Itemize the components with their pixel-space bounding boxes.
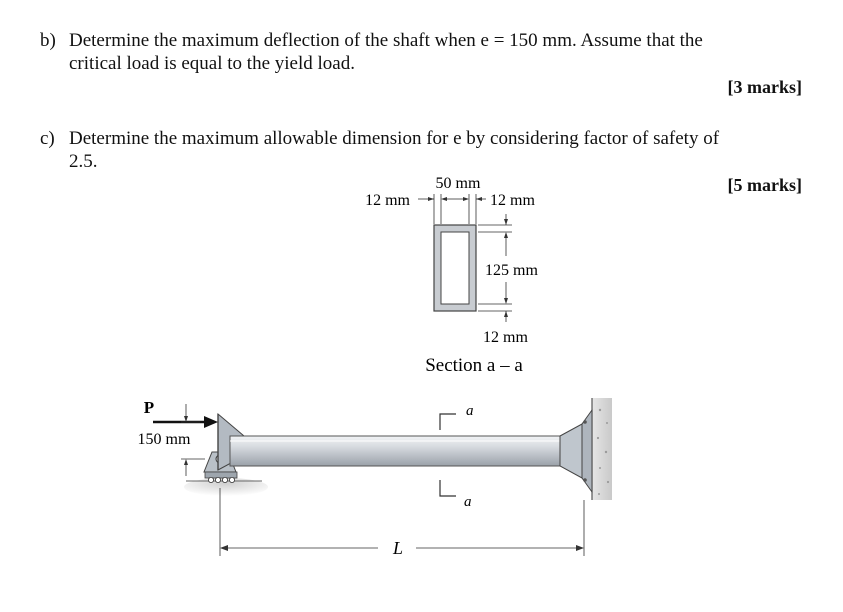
beam-elevation [138,398,612,558]
section-inner-hollow [441,232,469,304]
cross-section [365,175,538,376]
question-c-marks: [5 marks] [727,175,802,195]
question-c-line1: Determine the maximum allowable dimension for e by considering factor of safety of [69,128,720,149]
right-wall [592,398,612,500]
section-width-label: 50 mm [435,175,481,192]
question-b-label: b) [40,30,56,51]
section-left-wall-label: 12 mm [365,192,410,209]
load-label: P [143,398,155,417]
section-bottom-wall-label: 12 mm [483,329,528,346]
question-c-label: c) [40,128,55,149]
question-b-marks: [3 marks] [727,77,802,97]
section-height-label: 125 mm [485,262,538,279]
question-b-line2: critical load is equal to the yield load. [69,53,355,74]
length-label: L [392,538,404,558]
section-right-wall-label: 12 mm [490,192,535,209]
eccentricity-label: 150 mm [137,431,191,448]
section-cut-bottom-label: a [464,494,472,510]
load-arrow-head [204,416,218,428]
section-title: Section a – a [425,355,523,376]
section-cut-bottom [440,480,456,496]
section-cut-top [440,414,456,430]
question-b-line1: Determine the maximum deflection of the shaft when e = 150 mm. Assume that the [69,30,703,51]
section-cut-top-label: a [466,403,474,419]
question-c-line2: 2.5. [69,151,98,172]
